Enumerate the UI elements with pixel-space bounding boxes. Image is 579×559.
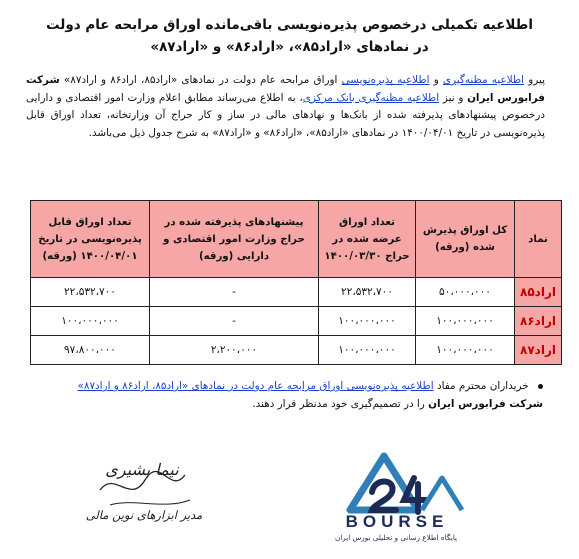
central-bank-notice-link[interactable]: اطلاعیه مظنه‌گیری بانک مرکزی <box>302 91 440 104</box>
cell-symbol: اراد۸۷ <box>515 336 562 365</box>
intro-text-5: ، به اطلاع می‌رساند مطابق اعلام وزارت امور اقتصادی و دارایی درخصوص پیشنهادهای پذیرفته شده از بانک‌ها و نهادهای مالی در ساز و کار حراج آن وزارتخانه، تعداد اوراق قابل پذیره‌نویسی در تاریخ ۱۴۰۰/۰۴/۰۱ در نمادهای «اراد۸۵»، «اراد۸۶» و «اراد۸۷» به شرح جدول ذیل می‌باشد. <box>26 91 545 139</box>
cell-offered: ۲۲،۵۳۲،۷۰۰ <box>319 278 416 307</box>
header-offered-auction: تعداد اوراق عرضه شده در حراج ۱۴۰۰/۰۳/۳۰ <box>319 201 416 278</box>
bonds-table <box>30 200 562 365</box>
intro-paragraph <box>26 72 545 142</box>
header-symbol: نماد <box>515 201 562 278</box>
company-name: شرکت فرابورس ایران <box>26 74 545 104</box>
footer-paragraph <box>30 378 543 413</box>
table-row <box>31 336 562 365</box>
cell-accepted: - <box>150 307 319 336</box>
cell-accepted: - <box>150 278 319 307</box>
cell-total: ۱۰۰،۰۰۰،۰۰۰ <box>416 336 515 365</box>
cell-symbol: اراد۸۶ <box>515 307 562 336</box>
intro-text-4: و نیز <box>442 91 464 104</box>
intro-text-1: پیرو <box>528 74 546 86</box>
signature-role: مدیر ابزارهای نوین مالی <box>85 508 203 522</box>
cell-accepted: ۲،۲۰۰،۰۰۰ <box>150 336 319 365</box>
title-line-1: اطلاعیه تکمیلی درخصوص پذیره‌نویسی باقی‌مانده اوراق مرابحه عام دولت <box>45 17 534 33</box>
price-quote-notice-link[interactable]: اطلاعیه مظنه‌گیری <box>442 74 525 86</box>
title-line-2: در نمادهای «اراد۸۵»، «اراد۸۶» و «اراد۸۷» <box>150 39 429 55</box>
cell-symbol: اراد۸۵ <box>515 278 562 307</box>
logo-wordmark: BOURSE <box>345 512 449 531</box>
cell-offered: ۱۰۰،۰۰۰،۰۰۰ <box>319 307 416 336</box>
header-accepted-bids: پیشنهادهای پذیرفته شده در حراج وزارت امور اقتصادی و دارایی (ورقه) <box>150 201 319 278</box>
intro-text-2: و <box>433 74 439 86</box>
table-header-row <box>31 201 562 278</box>
header-available-subscription: تعداد اوراق قابل پذیره‌نویسی در تاریخ ۱۴۰۰/۰۴/۰۱ (ورقه) <box>31 201 150 278</box>
bullet-icon <box>538 384 543 389</box>
logo-subtitle: پایگاه اطلاع رسانی و تحلیلی بورس ایران <box>334 533 458 542</box>
footer-company-name: شرکت فرابورس ایران <box>428 397 543 410</box>
footer-subscription-link[interactable]: اطلاعیه پذیره‌نویسی اوراق مرابحه عام دولت در نمادهای «اراد۸۵، اراد۸۶ و اراد۸۷» <box>77 380 434 392</box>
subscription-notice-link[interactable]: اطلاعیه پذیره‌نویسی <box>341 74 430 86</box>
cell-total: ۱۰۰،۰۰۰،۰۰۰ <box>416 307 515 336</box>
cell-available: ۲۲،۵۳۲،۷۰۰ <box>31 278 150 307</box>
cell-available: ۹۷،۸۰۰،۰۰۰ <box>31 336 150 365</box>
cell-total: ۵۰،۰۰۰،۰۰۰ <box>416 278 515 307</box>
cell-available: ۱۰۰،۰۰۰،۰۰۰ <box>31 307 150 336</box>
cell-offered: ۱۰۰،۰۰۰،۰۰۰ <box>319 336 416 365</box>
page-title <box>20 14 559 58</box>
header-total-accepted: کل اوراق پذیرش شده (ورقه) <box>416 201 515 278</box>
signature-name: نیما بشیری <box>105 460 179 479</box>
table-row <box>31 278 562 307</box>
footer-text-2: را در تصمیم‌گیری خود مدنظر قرار دهند. <box>252 397 425 410</box>
intro-text-3: اوراق مرابحه عام دولت در نمادهای «اراد۸۵، اراد۸۶ و اراد۸۷» <box>63 74 338 86</box>
footer-text-1: خریداران محترم مفاد <box>436 380 529 392</box>
table-row <box>31 307 562 336</box>
